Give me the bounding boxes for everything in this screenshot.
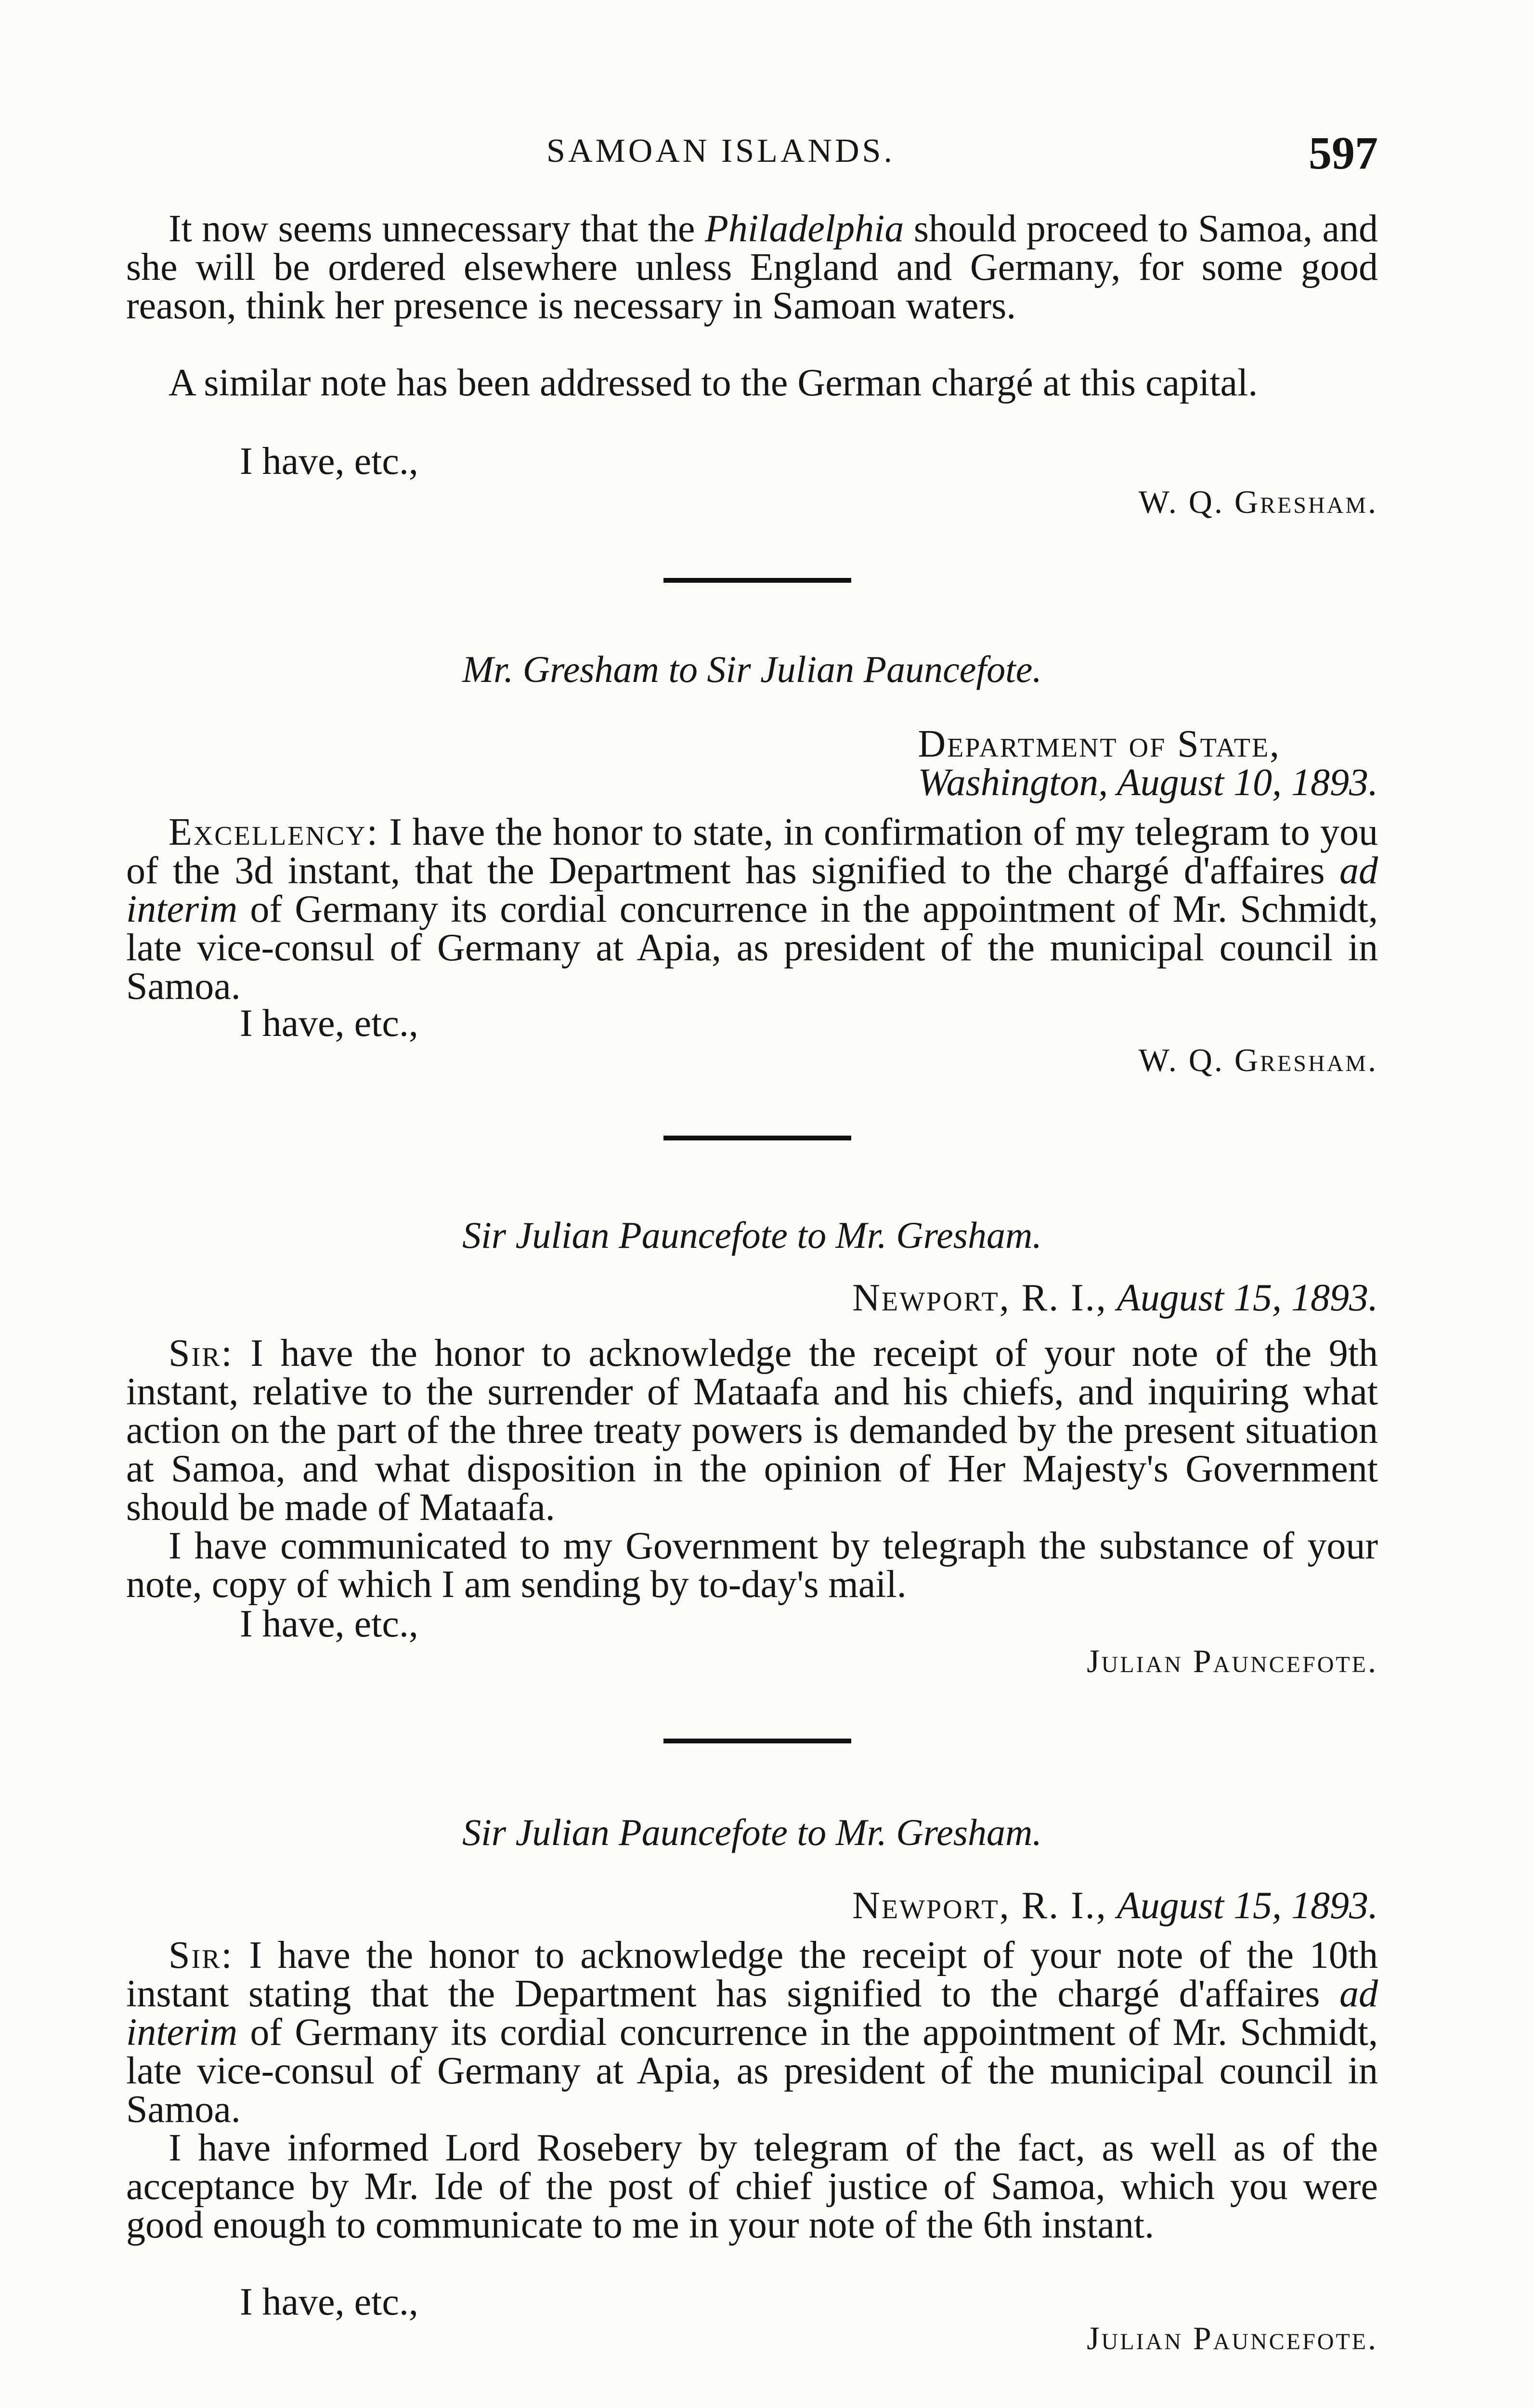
letter2-heading: Mr. Gresham to Sir Julian Pauncefote. <box>462 648 1042 690</box>
letter3-paragraph-2: I have communicated to my Government by telegraph the substance of your note, copy of which I am sending by to-day's mail. <box>126 1525 1378 1606</box>
letter2-signature: W. Q. Gresham. <box>1138 1042 1378 1078</box>
section-divider <box>663 1136 851 1140</box>
letter4-salutation: Sir: <box>169 1934 234 1976</box>
letter4-heading: Sir Julian Pauncefote to Mr. Gresham. <box>462 1811 1042 1853</box>
page-number: 597 <box>1309 127 1378 179</box>
letter3-salutation: Sir: <box>169 1332 234 1374</box>
letter2-closing: I have, etc., <box>240 1002 418 1045</box>
letter3-heading: Sir Julian Pauncefote to Mr. Gresham. <box>462 1214 1042 1256</box>
letter3-signature: Julian Pauncefote. <box>1087 1643 1378 1679</box>
letter4-paragraph-2: I have informed Lord Rosebery by telegram of the fact, as well as of the acceptance by Mr. Ide of the post of chief justice of Samoa, which you were good enough to communicate to me in your note of the 6th instant. <box>126 2127 1378 2246</box>
page-header <box>126 126 1378 179</box>
letter4-place: Newport, R. I., <box>852 1885 1107 1927</box>
letter4-dateline <box>852 1884 1378 1928</box>
letter3-place: Newport, R. I., <box>852 1277 1107 1319</box>
letter4-signature: Julian Pauncefote. <box>1087 2320 1378 2356</box>
letter3-closing: I have, etc., <box>240 1603 418 1645</box>
letter3-dateline <box>852 1276 1378 1320</box>
section-divider <box>663 1739 851 1743</box>
running-head: SAMOAN ISLANDS. <box>546 132 895 170</box>
letter1-paragraph-1: It now seems unnecessary that the Philadelphia should proceed to Samoa, and she will be ordered elsewhere unless England and Germany, for some good reason, think her presence is necessary in Samoan waters. <box>126 208 1378 327</box>
letter2-salutation: Excellency: <box>169 811 379 853</box>
letter2-place: Department of State, <box>918 723 1281 765</box>
letter2-paragraph-1: Excellency: I have the honor to state, in confirmation of my telegram to you of the 3d instant, that the Department has signified to the chargé d'affaires ad interim of Germany its cordial concurrence in the appointment of Mr. Schmidt, late vice-consul of Germany at Apia, as president of the municipal council in Samoa. <box>126 811 1378 1008</box>
letter1-signature: W. Q. Gresham. <box>1138 484 1378 520</box>
letter3-date: August 15, 1893. <box>1117 1277 1378 1319</box>
letter1-paragraph-2: A similar note has been addressed to the German chargé at this capital. <box>169 362 1258 404</box>
letter1-closing: I have, etc., <box>240 440 418 483</box>
letter2-date: Washington, August 10, 1893. <box>918 761 1378 804</box>
letter3-paragraph-1: Sir: I have the honor to acknowledge the receipt of your note of the 9th instant, relative to the surrender of Mataafa and his chiefs, and inquiring what action on the part of the three treaty powers is demanded by the present situation at Samoa, and what disposition in the opinion of Her Majesty's Government should be made of Mataafa. <box>126 1332 1378 1529</box>
letter4-paragraph-1: Sir: I have the honor to acknowledge the receipt of your note of the 10th instant stating that the Department has signified to the chargé d'affaires ad interim of Germany its cordial concurrence in the appointment of Mr. Schmidt, late vice-consul of Germany at Apia, as president of the municipal council in Samoa. <box>126 1934 1378 2131</box>
letter4-closing: I have, etc., <box>240 2281 418 2323</box>
ship-name: Philadelphia <box>705 208 904 250</box>
section-divider <box>663 578 851 583</box>
letter4-date: August 15, 1893. <box>1117 1885 1378 1927</box>
letter2-dateline <box>918 725 1378 802</box>
